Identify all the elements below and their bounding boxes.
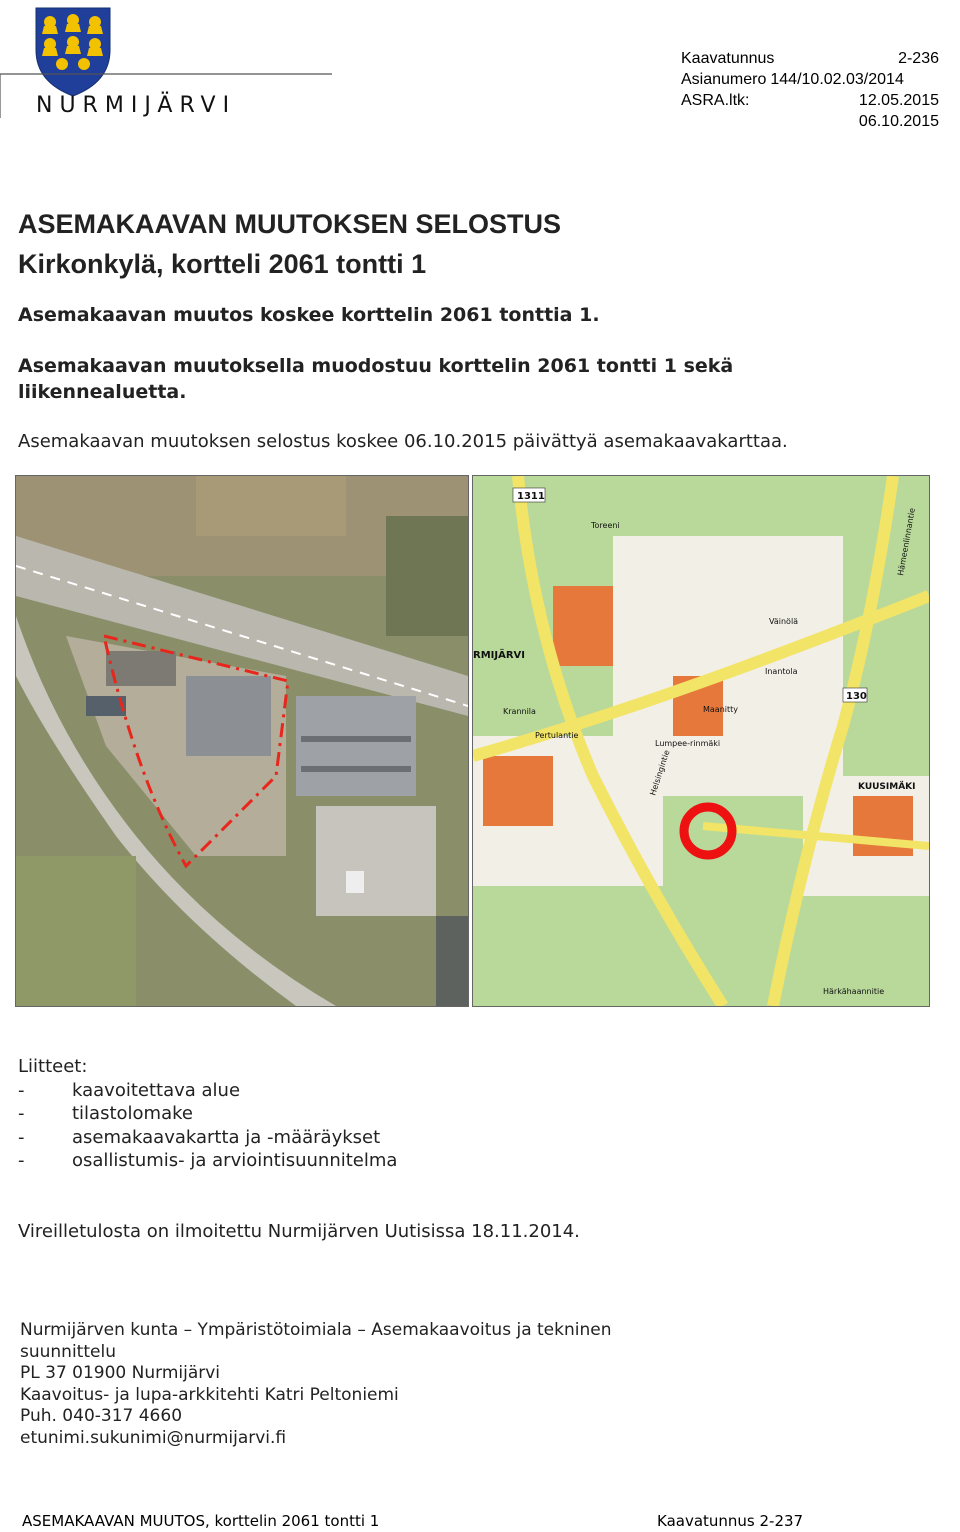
map-label: Pertulantie <box>535 731 579 740</box>
aerial-photo <box>15 475 469 1007</box>
map-label: KUUSIMÄKI <box>858 782 916 792</box>
document-meta <box>681 48 939 132</box>
contact-line: suunnittelu <box>20 1341 116 1362</box>
meta-row <box>681 90 939 111</box>
meta-label: ASRA.ltk: <box>681 92 750 109</box>
meta-row <box>681 69 939 90</box>
meta-label: Asianumero <box>681 71 767 88</box>
map-label: RMIJÄRVI <box>473 650 525 661</box>
contact-block <box>20 1320 612 1449</box>
meta-value: 144/10.02.03/2014 <box>770 71 904 88</box>
map-label: 1311 <box>517 491 545 502</box>
map-label: Helsingintie <box>648 748 672 797</box>
meta-label: Kaavatunnus <box>681 50 775 67</box>
map-label: 130 <box>846 691 867 702</box>
paragraph-scope: Asemakaavan muutos koskee korttelin 2061 tonttia 1. <box>18 304 600 326</box>
attachments-heading: Liitteet: <box>18 1056 88 1077</box>
attachments-list <box>18 1055 397 1173</box>
contact-line: Nurmijärven kunta – Ympäristötoimiala – Asemakaavoitus ja tekninen <box>20 1320 612 1340</box>
title-line-1: ASEMAKAAVAN MUUTOKSEN SELOSTUS <box>18 209 562 239</box>
list-item: - tilastolomake <box>18 1103 193 1124</box>
page-title <box>18 204 561 284</box>
meta-row <box>681 111 939 132</box>
paragraph-applies: Asemakaavan muutoksen selostus koskee 06.10.2015 päivättyä asemakaavakarttaa. <box>18 431 788 452</box>
map-label: Krannila <box>503 707 536 716</box>
list-item: - osallistumis- ja arviointisuunnitelma <box>18 1150 398 1171</box>
map-label: Maanitty <box>703 705 739 714</box>
meta-value: 12.05.2015 <box>858 92 939 109</box>
map-label: Inantola <box>765 667 798 676</box>
contact-line: Puh. 040-317 4660 <box>20 1406 183 1426</box>
municipality-logo <box>0 0 335 120</box>
contact-email: etunimi.sukunimi@nurmijarvi.fi <box>20 1427 287 1448</box>
contact-line: PL 37 01900 Nurmijärvi <box>20 1363 221 1383</box>
list-item: - asemakaavakartta ja -määräykset <box>18 1126 381 1148</box>
map-label: Lumpee-rinmäki <box>655 739 721 748</box>
footer-right: Kaavatunnus 2-237 <box>657 1512 804 1530</box>
map-label: Härkähaannitie <box>823 987 885 996</box>
meta-row <box>681 48 939 69</box>
announcement-text: Vireilletulosta on ilmoitettu Nurmijärven Uutisissa 18.11.2014. <box>18 1221 580 1242</box>
map-label: Väinölä <box>769 617 799 626</box>
meta-value: 2-236 <box>898 50 939 67</box>
list-item: - kaavoitettava alue <box>18 1079 241 1101</box>
meta-value: 06.10.2015 <box>858 113 939 130</box>
title-line-2: Kirkonkylä, kortteli 2061 tontti 1 <box>18 249 427 279</box>
footer-left: ASEMAKAAVAN MUUTOS, korttelin 2061 tontti 1 <box>22 1512 380 1530</box>
contact-line: Kaavoitus- ja lupa-arkkitehti Katri Peltoniemi <box>20 1384 399 1405</box>
coat-of-arms-icon <box>0 0 335 120</box>
paragraph-result: Asemakaavan muutoksella muodostuu korttelin 2061 tontti 1 sekä liikennealuetta. <box>18 355 734 403</box>
map-label: Toreeni <box>591 521 620 530</box>
location-map <box>472 475 930 1007</box>
org-name: NURMIJÄRVI <box>36 93 237 118</box>
map-label: Hämeenlinnantie <box>896 507 917 577</box>
